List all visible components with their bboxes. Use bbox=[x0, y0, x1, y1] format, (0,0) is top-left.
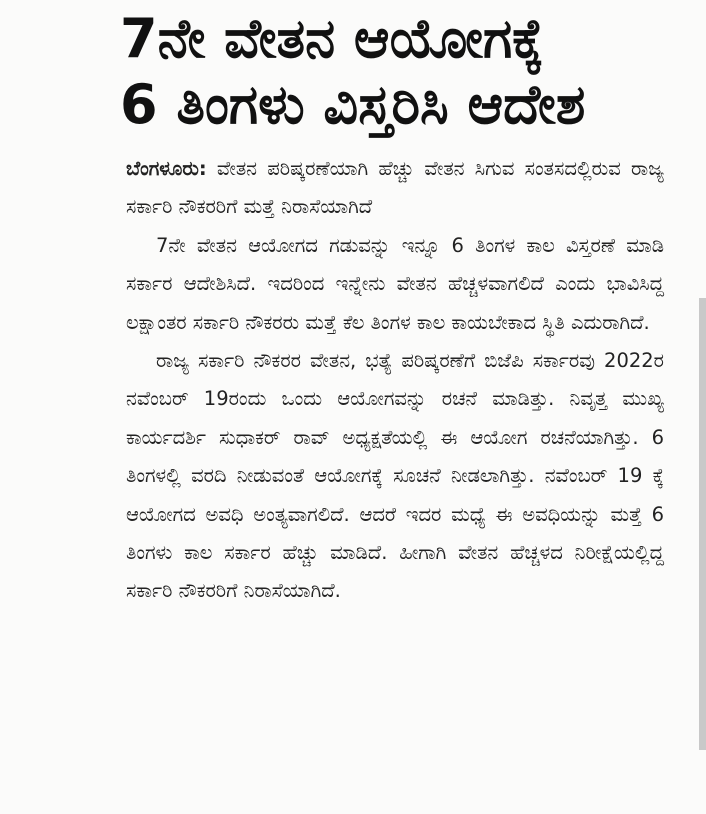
article-paragraph-1 bbox=[126, 150, 664, 227]
headline-line-1: 7ನೇ ವೇತನ ಆಯೋಗಕ್ಕೆ bbox=[120, 7, 544, 70]
headline-line-2: 6 ತಿಂಗಳು ವಿಸ್ತರಿಸಿ ಆದೇಶ bbox=[120, 73, 586, 136]
headline bbox=[120, 6, 680, 138]
paragraph-1-text: ವೇತನ ಪರಿಷ್ಕರಣೆಯಾಗಿ ಹೆಚ್ಚು ವೇತನ ಸಿಗುವ ಸಂತಸದಲ್ಲಿರುವ ರಾಜ್ಯ ಸರ್ಕಾರಿ ನೌಕರರಿಗೆ ಮತ್ತೆ ನಿರಾಸೆಯಾಗಿದೆ bbox=[126, 157, 664, 219]
article-paragraph-2: 7ನೇ ವೇತನ ಆಯೋಗದ ಗಡುವನ್ನು ಇನ್ನೂ 6 ತಿಂಗಳ ಕಾಲ ವಿಸ್ತರಣೆ ಮಾಡಿ ಸರ್ಕಾರ ಆದೇಶಿಸಿದೆ. ಇದರಿಂದ ಇನ್ನೇನು ವೇತನ ಹೆಚ್ಚಳವಾಗಲಿದೆ ಎಂದು ಭಾವಿಸಿದ್ದ ಲಕ್ಷಾಂತರ ಸರ್ಕಾರಿ ನೌಕರರು ಮತ್ತೆ ಕೆಲ ತಿಂಗಳ ಕಾಲ ಕಾಯಬೇಕಾದ ಸ್ಥಿತಿ ಎದುರಾಗಿದೆ. bbox=[126, 233, 664, 334]
page-edge-shadow bbox=[699, 298, 706, 750]
article-body bbox=[126, 150, 664, 611]
article-paragraph-3: ರಾಜ್ಯ ಸರ್ಕಾರಿ ನೌಕರರ ವೇತನ, ಭತ್ಯೆ ಪರಿಷ್ಕರಣೆಗೆ ಬಿಜೆಪಿ ಸರ್ಕಾರವು 2022ರ ನವೆಂಬರ್ 19ರಂದು ಒಂದು ಆಯೋಗವನ್ನು ರಚನೆ ಮಾಡಿತ್ತು. ನಿವೃತ್ತ ಮುಖ್ಯ ಕಾರ್ಯದರ್ಶಿ ಸುಧಾಕರ್ ರಾವ್ ಅಧ್ಯಕ್ಷತೆಯಲ್ಲಿ ಈ ಆಯೋಗ ರಚನೆಯಾಗಿತ್ತು. 6 ತಿಂಗಳಲ್ಲಿ ವರದಿ ನೀಡುವಂತೆ ಆಯೋಗಕ್ಕೆ ಸೂಚನೆ ನೀಡಲಾಗಿತ್ತು. ನವೆಂಬರ್ 19 ಕ್ಕೆ ಆಯೋಗದ ಅವಧಿ ಅಂತ್ಯವಾಗಲಿದೆ. ಆದರೆ ಇದರ ಮಧ್ಯೆ ಈ ಅವಧಿಯನ್ನು ಮತ್ತೆ 6 ತಿಂಗಳು ಕಾಲ ಸರ್ಕಾರ ಹೆಚ್ಚು ಮಾಡಿದೆ. ಹೀಗಾಗಿ ವೇತನ ಹೆಚ್ಚಳದ ನಿರೀಕ್ಷೆಯಲ್ಲಿದ್ದ ಸರ್ಕಾರಿ ನೌಕರರಿಗೆ ನಿರಾಸೆಯಾಗಿದೆ. bbox=[126, 349, 664, 603]
dateline: ಬೆಂಗಳೂರು: bbox=[126, 157, 207, 180]
